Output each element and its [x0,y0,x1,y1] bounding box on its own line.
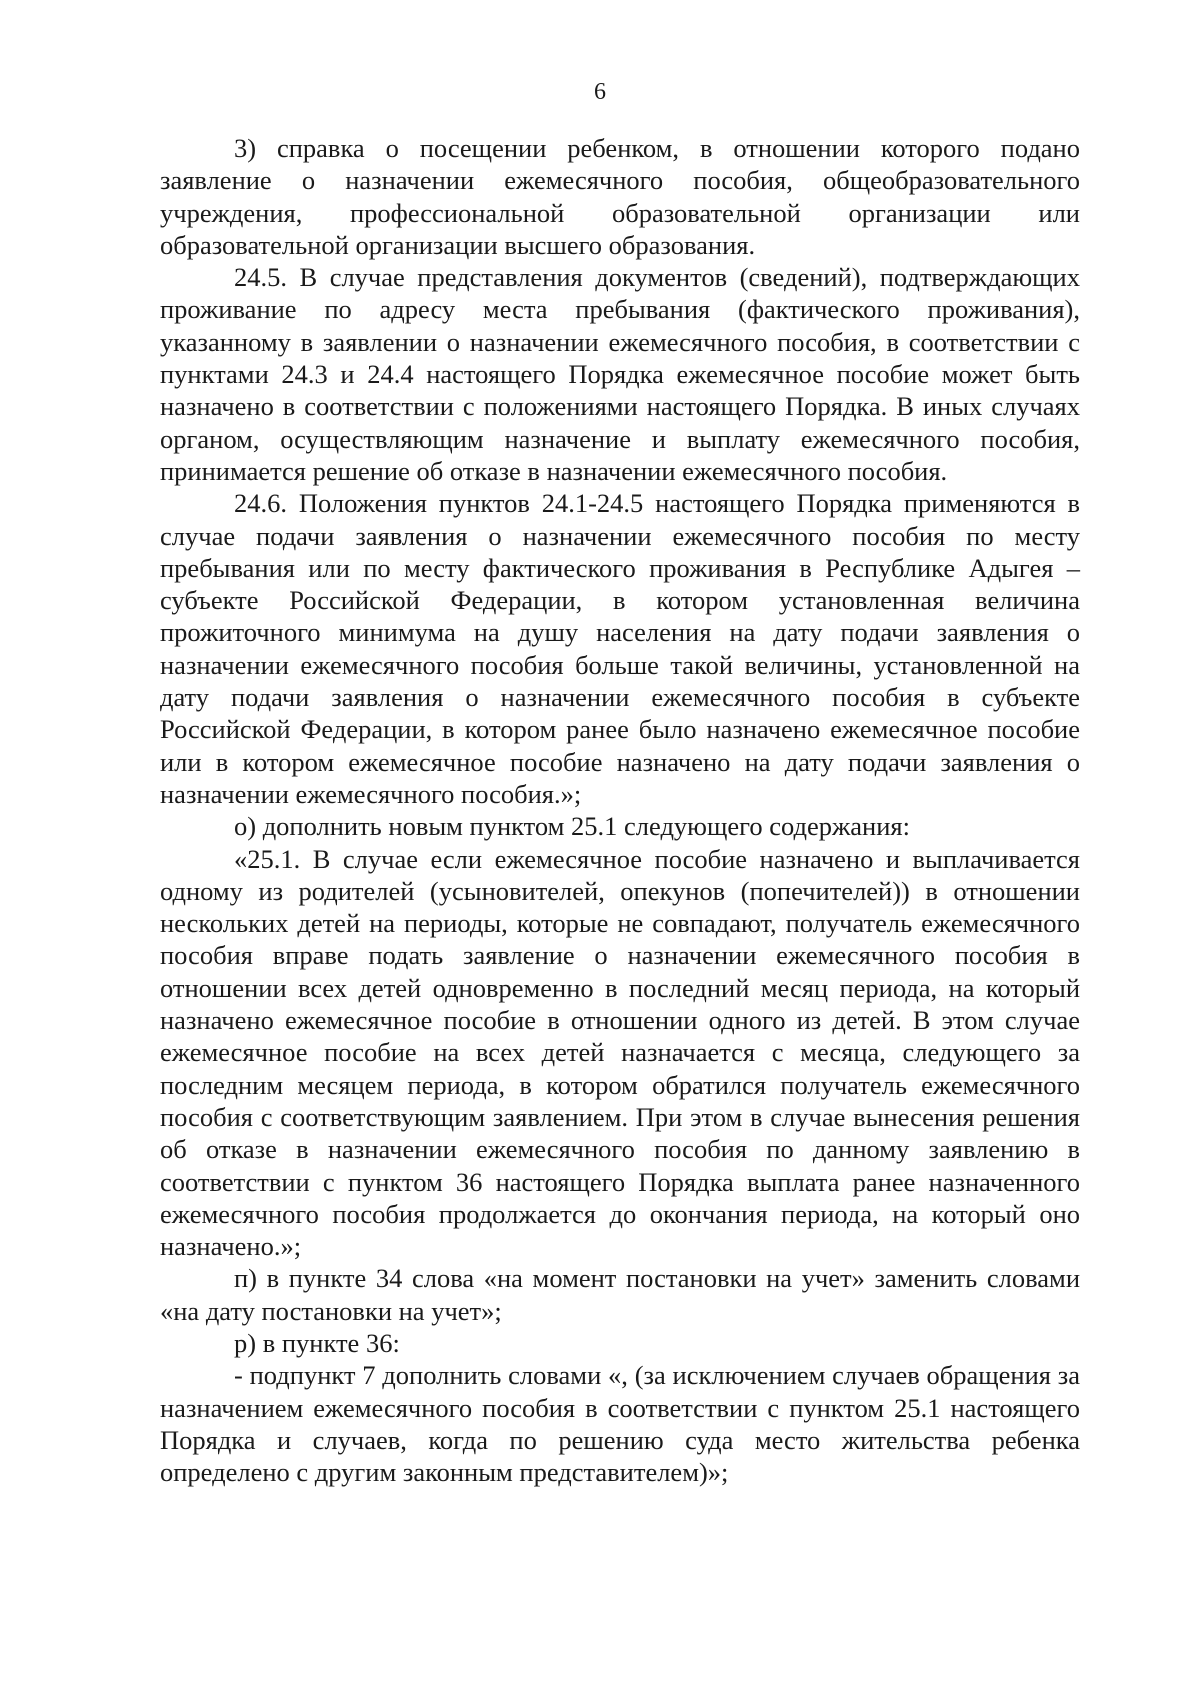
paragraph-24-6: 24.6. Положения пунктов 24.1-24.5 настоящего Порядка применяются в случае подачи заявления о назначении ежемесячного пособия по месту пребывания или по месту фактического проживания в Республике Адыгея – субъекте Российской Федерации, в котором установленная величина прожиточного минимума на душу населения на дату подачи заявления о назначении ежемесячного пособия больше такой величины, установленной на дату подачи заявления о назначении ежемесячного пособия в субъекте Российской Федерации, в котором ранее было назначено ежемесячное пособие или в котором ежемесячное пособие назначено на дату подачи заявления о назначении ежемесячного пособия.»; [160,488,1080,809]
paragraph-certificate-attendance: 3) справка о посещении ребенком, в отношении которого подано заявление о назначении ежемесячного пособия, общеобразовательного учреждения, профессиональной образовательной организации или образовательной организации высшего образования. [160,133,1080,260]
paragraph-item-o: о) дополнить новым пунктом 25.1 следующего содержания: [234,811,910,842]
page-number: 6 [594,79,606,105]
paragraph-25-1: «25.1. В случае если ежемесячное пособие назначено и выплачивается одному из родителей (усыновителей, опекунов (попечителей)) в отношении нескольких детей на периоды, которые не совпадают, получатель ежемесячного пособия вправе подать заявление о назначении ежемесячного пособия в отношении всех детей одновременно в последний месяц периода, на который назначено ежемесячное пособие в отношении одного из детей. В этом случае ежемесячное пособие на всех детей назначается с месяца, следующего за последним месяцем периода, в котором обратился получатель ежемесячного пособия с соответствующим заявлением. При этом в случае вынесения решения об отказе в назначении ежемесячного пособия по данному заявлению в соответствии с пунктом 36 настоящего Порядка выплата ранее назначенного ежемесячного пособия продолжается до окончания периода, на который оно назначено.»; [160,843,1080,1262]
paragraph-item-p: п) в пункте 34 слова «на момент постановки на учет» заменить словами «на дату постановки на учет»; [160,1263,1080,1326]
paragraph-24-5: 24.5. В случае представления документов (сведений), подтверждающих проживание по адресу места пребывания (фактического проживания), указанному в заявлении о назначении ежемесячного пособия, в соответствии с пунктами 24.3 и 24.4 настоящего Порядка ежемесячное пособие может быть назначено в соответствии с положениями настоящего Порядка. В иных случаях органом, осуществляющим назначение и выплату ежемесячного пособия, принимается решение об отказе в назначении ежемесячного пособия. [160,262,1080,486]
document-body [160,132,1080,1488]
paragraph-subitem-7: - подпункт 7 дополнить словами «, (за исключением случаев обращения за назначением ежемесячного пособия в соответствии с пунктом 25.1 настоящего Порядка и случаев, когда по решению суда место жительства ребенка определено с другим законным представителем)»; [160,1360,1080,1488]
paragraph-item-r: р) в пункте 36: [234,1327,400,1358]
